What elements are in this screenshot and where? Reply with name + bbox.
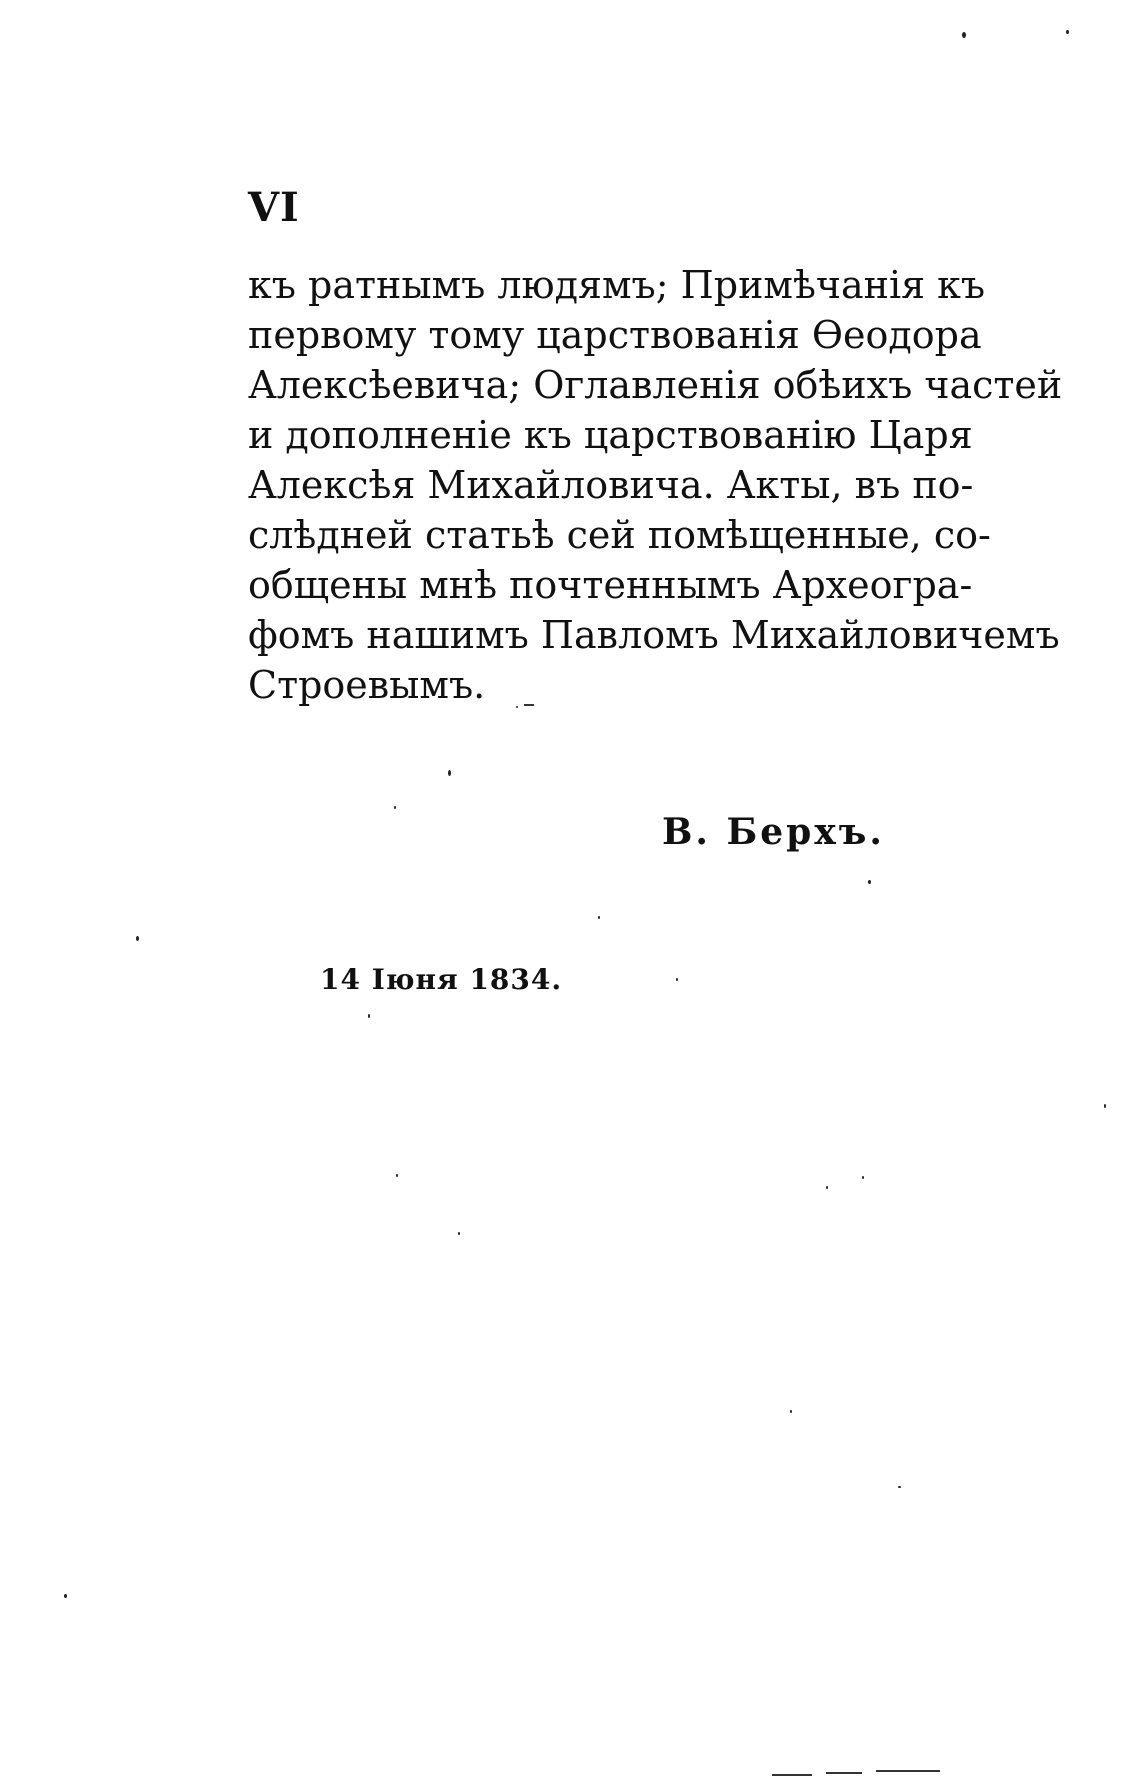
body-paragraph	[248, 260, 1063, 710]
scan-speck	[368, 1014, 370, 1018]
scan-speck	[826, 1186, 828, 1189]
scan-speck	[394, 806, 396, 809]
author-signature: В. Берхъ.	[662, 811, 885, 853]
text-line: фомъ нашимъ Павломъ Михайловичемъ	[248, 613, 1060, 657]
scan-speck	[962, 32, 966, 38]
scan-speck	[868, 880, 871, 884]
text-line: первому тому царствованія Өеодора	[248, 313, 982, 357]
scan-speck	[458, 1232, 460, 1235]
scan-speck	[862, 1176, 864, 1179]
text-line: Алексѣевича; Оглавленія обѣихъ частей	[248, 363, 1063, 407]
scan-speck	[598, 916, 600, 919]
text-line: общены мнѣ почтеннымъ Археогра-	[248, 563, 973, 607]
scan-line	[826, 1772, 862, 1774]
text-line: къ ратнымъ людямъ; Примѣчанія къ	[248, 263, 986, 307]
scan-speck	[898, 1486, 901, 1488]
scan-speck	[448, 770, 451, 776]
text-line: и дополненіе къ царствованію Царя	[248, 413, 973, 457]
page-number: VI	[248, 184, 300, 231]
scan-line	[876, 1770, 940, 1772]
text-mark	[524, 704, 534, 706]
text-line: Алексѣя Михайловича. Акты, въ по-	[248, 463, 974, 507]
text-line: Строевымъ.	[248, 663, 486, 707]
scan-speck	[136, 936, 139, 941]
scan-speck	[64, 1594, 67, 1598]
scan-line	[772, 1774, 812, 1776]
scan-speck	[790, 1410, 792, 1413]
scan-speck	[516, 706, 518, 708]
text-line: слѣдней статьѣ сей помѣщенные, со-	[248, 513, 991, 557]
scan-speck	[1066, 30, 1069, 34]
scan-speck	[396, 1174, 398, 1177]
scan-speck	[1104, 1104, 1106, 1108]
date-line: 14 Іюня 1834.	[320, 963, 563, 996]
scan-speck	[676, 978, 678, 981]
